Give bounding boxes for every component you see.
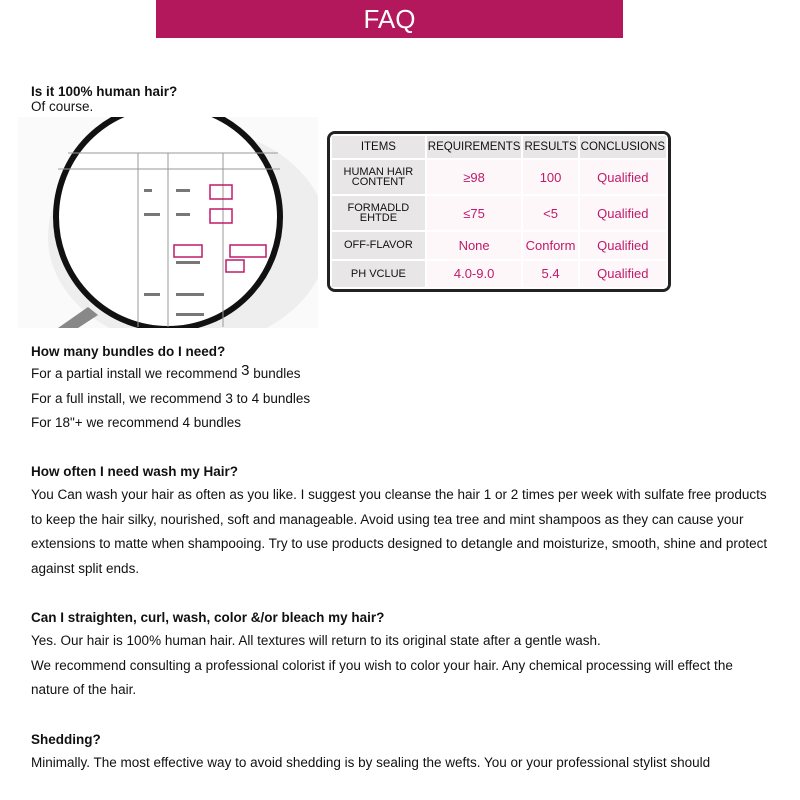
cell-item: OFF-FLAVOR [331, 231, 426, 260]
answer-line: For 18"+ we recommend 4 bundles [31, 415, 242, 430]
cell-result: 5.4 [522, 260, 578, 289]
magnifier-certificate-image [18, 117, 318, 328]
cell-item: HUMAN HAIR CONTENT [331, 159, 426, 195]
answer-number: 3 [241, 362, 250, 379]
question-4: Can I straighten, curl, wash, color &/or bleach my hair? [31, 610, 385, 625]
answer-1 [31, 99, 93, 115]
table-row [331, 195, 667, 231]
question-3: How often I need wash my Hair? [31, 464, 239, 479]
question-2: How many bundles do I need? [31, 344, 226, 359]
cell-requirement: ≤75 [426, 195, 523, 231]
answer-line: For a full install, we recommend 3 to 4 bundles [31, 390, 311, 406]
faq-banner [156, 0, 623, 38]
header-results: RESULTS [522, 135, 578, 159]
cell-requirement: 4.0-9.0 [426, 260, 523, 289]
answer-line: We recommend consulting a professional colorist if you wish to color your hair. Any chemical processing will effect the nature of the hair. [31, 657, 733, 697]
table-row [331, 260, 667, 289]
header-conclusions: CONCLUSIONS [579, 135, 667, 159]
answer-5: Minimally. The most effective way to avoid shedding is by sealing the wefts. You or your professional stylist should [31, 755, 711, 770]
cell-item: PH VCLUE [331, 260, 426, 289]
table-row [331, 159, 667, 195]
answer-line: Yes. Our hair is 100% human hair. All textures will return to its original state after a gentle wash. [31, 633, 601, 648]
cell-result: 100 [522, 159, 578, 195]
header-requirements: REQUIREMENTS [426, 135, 523, 159]
cell-item: FORMADLD EHTDE [331, 195, 426, 231]
cell-conclusion: Qualified [579, 195, 667, 231]
cell-result: <5 [522, 195, 578, 231]
answer-3: You Can wash your hair as often as you like. I suggest you cleanse the hair 1 or 2 times per week with sulfate free products to keep the hair silky, nourished, soft and manageable. Avoid using tea tree and mint shampoos as they can cause your extensions to matte when shampooing. Try to use products designed to detangle and moisturize, smooth, shine and protect against split ends. [31, 487, 768, 576]
answer-4 [31, 629, 771, 703]
answer-line: For a partial install we recommend [31, 366, 242, 381]
cell-requirement: ≥98 [426, 159, 523, 195]
answer-line: Of course. [31, 99, 94, 114]
answer-2 [31, 362, 771, 436]
cell-requirement: None [426, 231, 523, 260]
answer-line: bundles [249, 366, 301, 381]
cell-result: Conform [522, 231, 578, 260]
faq-title: FAQ [363, 4, 416, 34]
header-items: ITEMS [331, 135, 426, 159]
hair-test-table [327, 131, 671, 292]
question-5: Shedding? [31, 732, 101, 747]
cell-conclusion: Qualified [579, 231, 667, 260]
question-1: Is it 100% human hair? [31, 84, 178, 99]
cell-conclusion: Qualified [579, 159, 667, 195]
cell-conclusion: Qualified [579, 260, 667, 289]
table-row [331, 231, 667, 260]
